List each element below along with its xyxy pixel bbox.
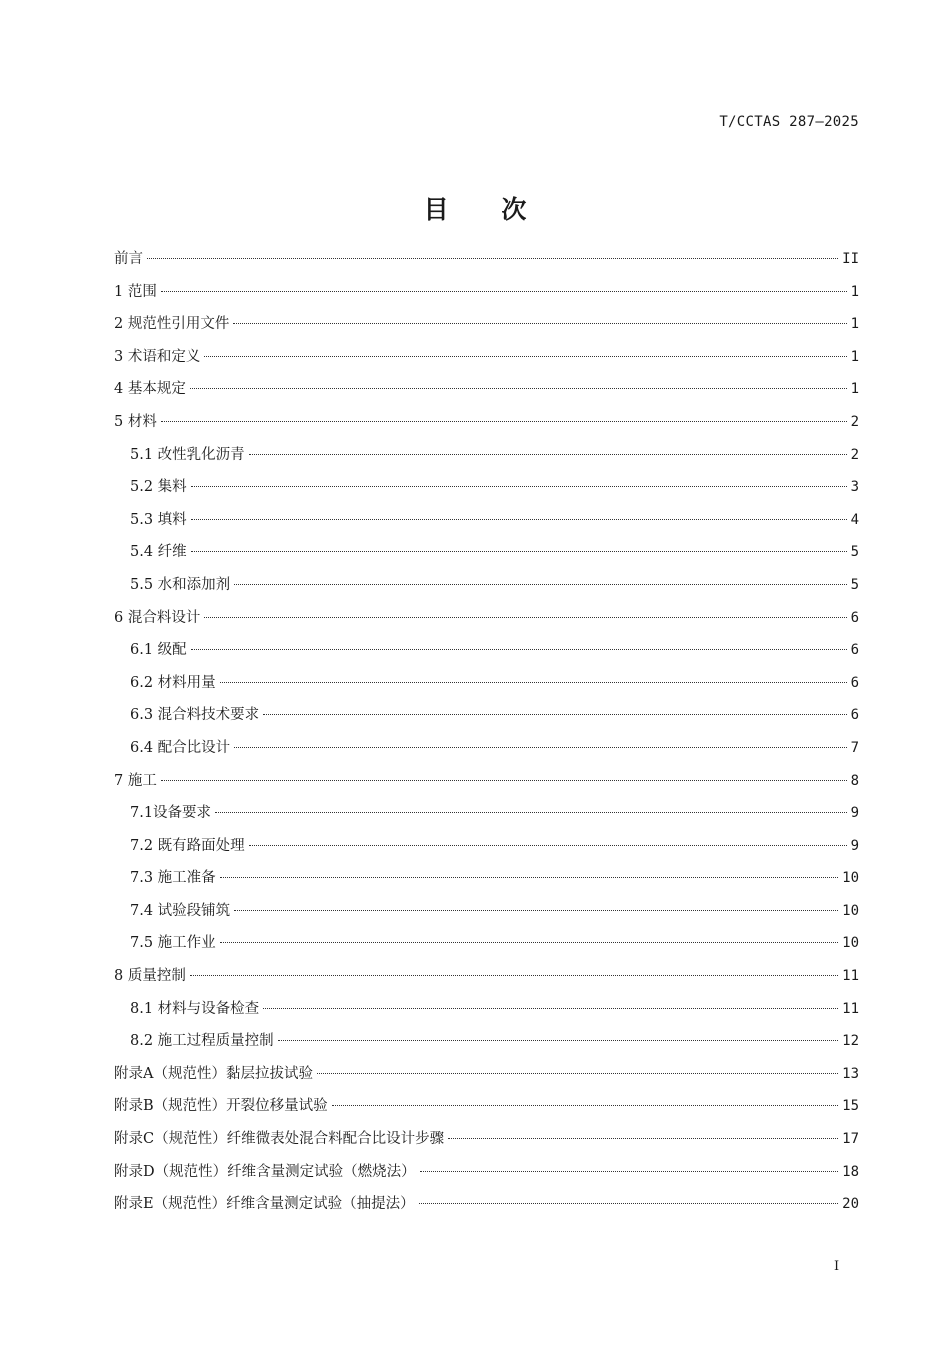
toc-entry-label: 3 术语和定义 [114, 348, 201, 365]
toc-entry-label: 7 施工 [114, 772, 157, 789]
toc-entry-label: 7.5 施工作业 [130, 935, 216, 952]
toc-entry[interactable] [114, 895, 859, 928]
toc-entry-label: 1 范围 [114, 283, 157, 300]
toc-dot-leader [147, 258, 838, 259]
toc-dot-leader [191, 519, 847, 520]
page-number: I [834, 1259, 840, 1274]
toc-entry-label: 附录C（规范性）纤维微表处混合料配合比设计步骤 [114, 1131, 445, 1148]
toc-entry-page: 6 [850, 609, 859, 626]
toc-dot-leader [278, 1040, 838, 1041]
toc-dot-leader [332, 1105, 838, 1106]
toc-dot-leader [190, 975, 838, 976]
toc-entry[interactable] [114, 797, 859, 830]
toc-entry-page: 11 [842, 968, 859, 985]
toc-dot-leader [249, 845, 847, 846]
toc-entry[interactable] [114, 276, 859, 309]
toc-entry-label: 5 材料 [114, 413, 157, 430]
toc-entry[interactable] [114, 830, 859, 863]
toc-entry-label: 6.1 级配 [130, 642, 187, 659]
toc-entry[interactable] [114, 308, 859, 341]
toc-dot-leader [249, 454, 847, 455]
toc-entry-page: 2 [850, 446, 859, 463]
toc-entry-label: 5.3 填料 [130, 511, 187, 528]
toc-dot-leader [191, 486, 847, 487]
toc-entry[interactable] [114, 960, 859, 993]
toc-entry[interactable] [114, 536, 859, 569]
toc-entry[interactable] [114, 732, 859, 765]
toc-dot-leader [263, 714, 846, 715]
toc-entry-label: 附录A（规范性）黏层拉拔试验 [114, 1065, 313, 1082]
toc-entry-page: 18 [842, 1163, 859, 1180]
toc-entry-label: 7.2 既有路面处理 [130, 837, 245, 854]
toc-entry-page: 9 [850, 837, 859, 854]
toc-dot-leader [448, 1138, 838, 1139]
toc-entry-label: 附录B（规范性）开裂位移量试验 [114, 1098, 328, 1115]
toc-entry[interactable] [114, 1156, 859, 1189]
toc-dot-leader [317, 1073, 838, 1074]
toc-entry[interactable] [114, 406, 859, 439]
toc-dot-leader [220, 942, 838, 943]
toc-entry-page: 6 [850, 674, 859, 691]
toc-entry[interactable] [114, 927, 859, 960]
toc-dot-leader [234, 584, 846, 585]
toc-entry-label: 5.4 纤维 [130, 544, 187, 561]
toc-entry-page: 7 [850, 739, 859, 756]
toc-dot-leader [234, 747, 846, 748]
toc-dot-leader [220, 877, 838, 878]
toc-entry[interactable] [114, 439, 859, 472]
toc-dot-leader [191, 551, 847, 552]
toc-entry[interactable] [114, 1123, 859, 1156]
toc-entry-label: 8.2 施工过程质量控制 [130, 1033, 274, 1050]
toc-dot-leader [161, 780, 847, 781]
toc-entry-label: 附录E（规范性）纤维含量测定试验（抽提法） [114, 1196, 415, 1213]
toc-entry-page: 1 [850, 283, 859, 300]
toc-dot-leader [215, 812, 847, 813]
toc-entry[interactable] [114, 373, 859, 406]
toc-dot-leader [234, 910, 838, 911]
toc-entry[interactable] [114, 243, 859, 276]
toc-entry[interactable] [114, 862, 859, 895]
toc-entry-page: 9 [850, 805, 859, 822]
toc-entry-page: 15 [842, 1098, 859, 1115]
toc-entry-label: 附录D（规范性）纤维含量测定试验（燃烧法） [114, 1163, 416, 1180]
toc-title: 目 次 [423, 195, 549, 224]
toc-entry-label: 7.1设备要求 [130, 805, 212, 822]
toc-entry[interactable] [114, 634, 859, 667]
toc-entry-page: 17 [842, 1131, 859, 1148]
toc-dot-leader [419, 1203, 839, 1204]
toc-entry[interactable] [114, 471, 859, 504]
toc-entry[interactable] [114, 667, 859, 700]
toc-entry-label: 2 规范性引用文件 [114, 316, 230, 333]
toc-entry-label: 5.2 集料 [130, 479, 187, 496]
toc-entry-label: 5.5 水和添加剂 [130, 576, 231, 593]
toc-entry[interactable] [114, 1090, 859, 1123]
toc-entry[interactable] [114, 765, 859, 798]
toc-entry[interactable] [114, 341, 859, 374]
toc-entry-page: 4 [850, 511, 859, 528]
table-of-contents [114, 243, 859, 1221]
toc-entry-label: 8.1 材料与设备检查 [130, 1000, 260, 1017]
toc-dot-leader [420, 1171, 839, 1172]
toc-dot-leader [191, 649, 847, 650]
toc-entry[interactable] [114, 504, 859, 537]
toc-entry-page: 6 [850, 707, 859, 724]
toc-entry[interactable] [114, 699, 859, 732]
toc-entry-page: II [842, 251, 859, 267]
toc-entry[interactable] [114, 1188, 859, 1221]
toc-entry-page: 5 [850, 576, 859, 593]
toc-dot-leader [220, 682, 847, 683]
toc-entry-label: 6.4 配合比设计 [130, 739, 231, 756]
toc-entry-label: 6.2 材料用量 [130, 674, 216, 691]
toc-dot-leader [263, 1008, 838, 1009]
toc-dot-leader [204, 356, 846, 357]
toc-entry-page: 3 [850, 479, 859, 496]
toc-entry-page: 1 [850, 381, 859, 398]
toc-entry-page: 1 [850, 316, 859, 333]
toc-entry-page: 10 [842, 935, 859, 952]
toc-entry-page: 5 [850, 544, 859, 561]
toc-entry-label: 7.4 试验段铺筑 [130, 902, 231, 919]
toc-entry-label: 7.3 施工准备 [130, 870, 216, 887]
toc-entry-label: 4 基本规定 [114, 381, 186, 398]
toc-dot-leader [204, 617, 846, 618]
toc-entry-label: 5.1 改性乳化沥青 [130, 446, 245, 463]
toc-entry-page: 1 [850, 348, 859, 365]
toc-entry-label: 8 质量控制 [114, 968, 186, 985]
toc-entry-page: 10 [842, 902, 859, 919]
toc-entry-page: 2 [850, 413, 859, 430]
toc-entry-page: 10 [842, 870, 859, 887]
toc-dot-leader [190, 388, 847, 389]
toc-entry[interactable] [114, 1058, 859, 1091]
toc-dot-leader [161, 291, 847, 292]
toc-entry-page: 20 [842, 1196, 859, 1213]
toc-entry-page: 8 [850, 772, 859, 789]
toc-dot-leader [161, 421, 847, 422]
toc-entry-page: 13 [842, 1065, 859, 1082]
toc-entry-page: 12 [842, 1033, 859, 1050]
toc-dot-leader [233, 323, 846, 324]
toc-entry[interactable] [114, 602, 859, 635]
toc-entry[interactable] [114, 993, 859, 1026]
toc-entry-label: 6.3 混合料技术要求 [130, 707, 260, 724]
document-code: T/CCTAS 287—2025 [719, 114, 859, 130]
toc-entry-page: 6 [850, 642, 859, 659]
toc-entry-label: 6 混合料设计 [114, 609, 201, 626]
toc-entry-page: 11 [842, 1000, 859, 1017]
toc-entry-label: 前言 [114, 251, 143, 267]
toc-entry[interactable] [114, 1025, 859, 1058]
toc-entry[interactable] [114, 569, 859, 602]
